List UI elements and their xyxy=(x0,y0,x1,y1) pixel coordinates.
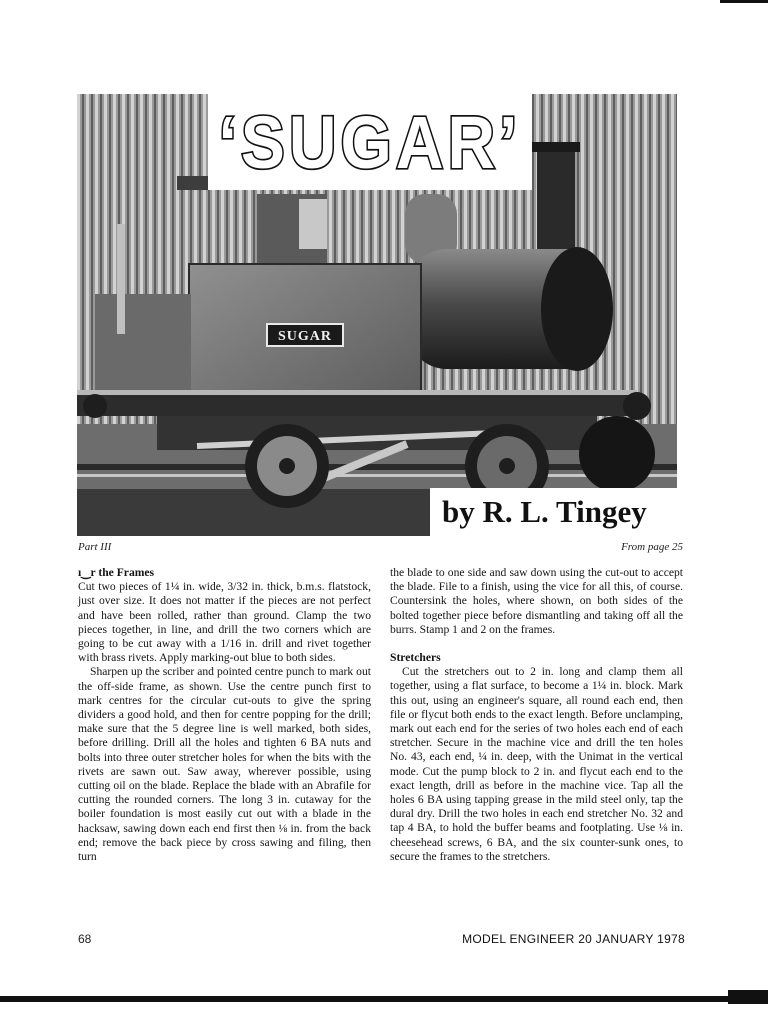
paragraph: Sharpen up the scriber and pointed centre punch to mark out the off-side frame, as shown. Use the centre punch first to mark centres for the circular cut-outs to give the spring dividers a good hold, and then for centre popping for the drill; make sure that the 5 degree line is well marked, both sides, before drilling. Drill all the holes and tighten 6 BA nuts and bolts into three outer stretcher holes for when the bits with the rivets are sawn out. Saw away, wherever possible, using cutting oil on the blade. Replace the blade with an Abrafile for cutting the rounded corners. The long 3 in. cutaway for the boiler foundation is most easily cut out with a blade in the hacksaw, sawing down each end first then ⅛ in. from the back end; remove the back piece by cross sawing and filing, then turn xyxy=(78,665,371,864)
part-label: Part III xyxy=(78,541,112,553)
nameplate-text: SUGAR xyxy=(277,329,333,344)
column-left xyxy=(78,566,371,864)
section-heading-frames: ı‿r the Frames xyxy=(78,566,155,579)
article-byline: by R. L. Tingey xyxy=(442,494,647,529)
section-heading-stretchers: Stretchers xyxy=(390,651,441,665)
scan-edge-top-right xyxy=(720,0,768,3)
title-box xyxy=(208,94,532,190)
article-title: ‘SUGAR’ xyxy=(218,100,522,184)
page-number: 68 xyxy=(78,932,92,946)
column-right xyxy=(390,566,683,864)
paragraph: the blade to one side and saw down using the cut-out to accept the blade. File to a finish, using the vice for all this, of course. Countersink the holes, where shown, on both sides of the bolted together piece before dismantling and taking off all the burrs. Stamp 1 and 2 on the frames. xyxy=(390,566,683,636)
scan-edge-bottom xyxy=(0,996,768,1002)
spacer xyxy=(390,637,683,651)
byline-box xyxy=(430,488,677,536)
scan-edge-bottom-thick xyxy=(728,990,768,1004)
magazine-footer: MODEL ENGINEER 20 JANUARY 1978 xyxy=(462,932,685,946)
paragraph: Cut the stretchers out to 2 in. long and clamp them all together, using a flat surface, to become a 1¼ in. block. Mark this out, using an engineer's square, all round each end, then file or flycut both ends to the exact length. Before unclamping, mark out each end for the series of two holes each end of each stretcher. Secure in the machine vice and drill the ten holes No. 43, each end, ¼ in. deep, with the Unimat in the vertical mode. Cut the pump block to 2 in. and flycut each end to the exact length, drill as before in the machine vice. Tap all the holes 6 BA using tapping grease in the mild steel only, tap the dural dry. Drill the two holes in each end stretcher No. 32 and tap 4 BA, to hold the buffer beams and footplating. Use ⅛ in. cheesehead screws, 6 BA, and the six counter-sunk ones, to secure the frames to the stretchers. xyxy=(390,665,683,863)
paragraph: Cut two pieces of 1¼ in. wide, 3/32 in. thick, b.m.s. flatstock, just over size. It does not matter if the pieces are not perfect and have been rolled, rather than ground. Clamp the two pieces together, in line, and drill the two corners which are going to be cut away with a 1/16 in. drill and rivet together with brass rivets. Apply marking-out blue to both sides. xyxy=(78,580,371,665)
continued-from-label: From page 25 xyxy=(621,541,683,553)
